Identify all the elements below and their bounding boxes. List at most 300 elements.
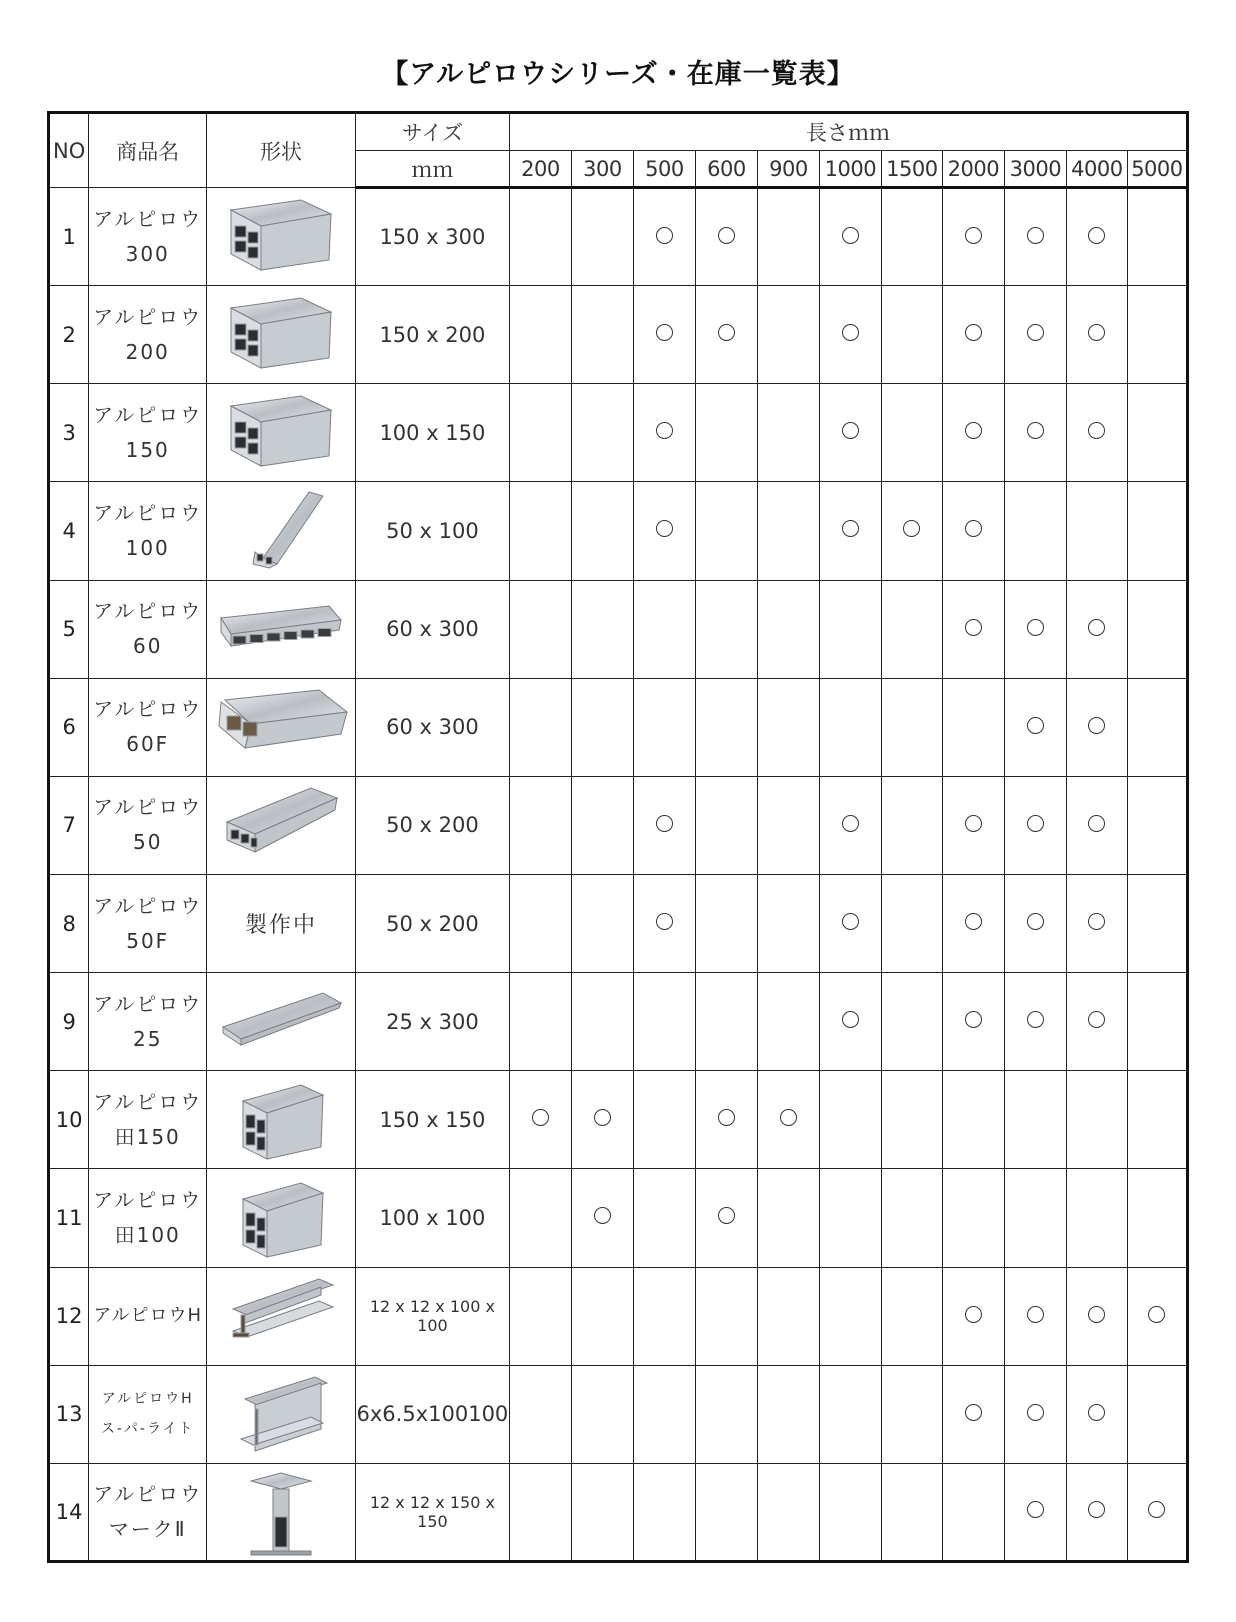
stock-cell-3000 (1004, 1169, 1066, 1267)
header-no: NO (49, 113, 89, 188)
product-name-line1: アルピロウ (93, 697, 203, 722)
in-stock-mark (842, 815, 859, 832)
product-name-line2: 50 (132, 830, 163, 855)
in-stock-mark (965, 1011, 982, 1028)
stock-cell-2000 (942, 1365, 1004, 1463)
in-stock-mark (718, 227, 735, 244)
product-shape (207, 286, 356, 384)
stock-cell-1500 (881, 1365, 942, 1463)
stock-cell-500 (633, 1463, 695, 1561)
stock-cell-2000 (942, 1267, 1004, 1365)
stock-cell-900 (757, 384, 819, 482)
product-name-line1: アルピロウH (93, 1305, 203, 1327)
product-name-line2: 60 (132, 634, 163, 659)
stock-cell-1000 (819, 973, 881, 1071)
stock-cell-5000 (1127, 973, 1187, 1071)
stock-cell-600 (695, 1071, 757, 1169)
stock-cell-200 (509, 678, 571, 776)
in-stock-mark (965, 619, 982, 636)
stock-cell-1500 (881, 482, 942, 580)
stock-cell-2000 (942, 874, 1004, 972)
stock-cell-2000 (942, 776, 1004, 874)
stock-cell-600 (695, 580, 757, 678)
in-stock-mark (965, 324, 982, 341)
in-stock-mark (656, 815, 673, 832)
stock-cell-5000 (1127, 776, 1187, 874)
stock-cell-5000 (1127, 1463, 1187, 1561)
stock-cell-3000 (1004, 1463, 1066, 1561)
in-stock-mark (965, 913, 982, 930)
table-row (49, 1071, 1188, 1169)
stock-cell-5000 (1127, 384, 1187, 482)
product-name-line1: アルピロウH (101, 1391, 194, 1408)
in-stock-mark (965, 520, 982, 537)
stock-cell-2000 (942, 188, 1004, 286)
in-stock-mark (965, 422, 982, 439)
row-no: 3 (49, 384, 89, 482)
product-name (89, 1267, 207, 1365)
in-stock-mark (842, 324, 859, 341)
product-shape (207, 1365, 356, 1463)
product-shape (207, 1463, 356, 1561)
in-stock-mark (842, 1011, 859, 1028)
product-name (89, 1169, 207, 1267)
stock-cell-3000 (1004, 874, 1066, 972)
h-beam-profile-icon (211, 1271, 351, 1361)
stock-cell-600 (695, 384, 757, 482)
stock-cell-300 (571, 1365, 633, 1463)
table-row (49, 973, 1188, 1071)
product-shape (207, 776, 356, 874)
header-name: 商品名 (89, 113, 207, 188)
in-stock-mark (1088, 1501, 1105, 1518)
in-stock-mark (1148, 1306, 1165, 1323)
flanged-flat-profile-icon (211, 682, 351, 772)
stock-cell-500 (633, 1071, 695, 1169)
stock-cell-500 (633, 482, 695, 580)
in-stock-mark (1027, 324, 1044, 341)
in-stock-mark (1088, 324, 1105, 341)
stock-cell-2000 (942, 286, 1004, 384)
product-size: 50 x 200 (355, 874, 509, 972)
h-beam-mark2-profile-icon (211, 1467, 351, 1557)
product-shape (207, 482, 356, 580)
stock-cell-2000 (942, 678, 1004, 776)
stock-cell-1500 (881, 973, 942, 1071)
stock-cell-3000 (1004, 384, 1066, 482)
row-no: 10 (49, 1071, 89, 1169)
stock-cell-4000 (1066, 1169, 1127, 1267)
stock-cell-1000 (819, 188, 881, 286)
stock-cell-200 (509, 1169, 571, 1267)
row-no: 7 (49, 776, 89, 874)
stock-cell-1000 (819, 776, 881, 874)
in-stock-mark (1088, 1404, 1105, 1421)
stock-cell-300 (571, 482, 633, 580)
stock-cell-600 (695, 776, 757, 874)
product-name (89, 1071, 207, 1169)
stock-cell-5000 (1127, 1267, 1187, 1365)
stock-cell-2000 (942, 973, 1004, 1071)
stock-cell-3000 (1004, 580, 1066, 678)
stock-cell-600 (695, 1365, 757, 1463)
stock-cell-200 (509, 1365, 571, 1463)
product-name-line1: アルピロウ (93, 402, 203, 427)
stock-cell-2000 (942, 1169, 1004, 1267)
stock-cell-500 (633, 188, 695, 286)
stock-cell-900 (757, 482, 819, 580)
stock-cell-300 (571, 1169, 633, 1267)
stock-cell-900 (757, 1267, 819, 1365)
stock-cell-200 (509, 188, 571, 286)
stock-cell-200 (509, 482, 571, 580)
in-stock-mark (718, 1109, 735, 1126)
row-no: 6 (49, 678, 89, 776)
stock-cell-200 (509, 874, 571, 972)
in-stock-mark (1027, 227, 1044, 244)
row-no: 12 (49, 1267, 89, 1365)
header-length-200: 200 (509, 151, 571, 188)
product-size: 60 x 300 (355, 580, 509, 678)
stock-cell-300 (571, 1267, 633, 1365)
row-no: 8 (49, 874, 89, 972)
product-name-line2: 田100 (114, 1222, 181, 1247)
product-shape (207, 580, 356, 678)
in-stock-mark (1027, 1501, 1044, 1518)
stock-cell-5000 (1127, 1071, 1187, 1169)
product-size: 150 x 300 (355, 188, 509, 286)
row-no: 2 (49, 286, 89, 384)
product-name-line1: アルピロウ (93, 304, 203, 329)
product-size: 12 x 12 x 100 x 100 (355, 1267, 509, 1365)
table-row (49, 580, 1188, 678)
table-row (49, 874, 1188, 972)
stock-cell-1000 (819, 678, 881, 776)
product-size: 50 x 200 (355, 776, 509, 874)
table-row (49, 286, 1188, 384)
in-stock-mark (903, 520, 920, 537)
stock-cell-1500 (881, 286, 942, 384)
product-name-line2: 25 (132, 1026, 163, 1051)
rectangular-4-cell-profile-icon (211, 388, 351, 478)
product-shape (207, 384, 356, 482)
in-stock-mark (1088, 1011, 1105, 1028)
product-name (89, 1463, 207, 1561)
stock-cell-300 (571, 188, 633, 286)
stock-cell-600 (695, 874, 757, 972)
header-length-300: 300 (571, 151, 633, 188)
stock-cell-900 (757, 1365, 819, 1463)
table-header (49, 113, 1188, 188)
in-stock-mark (594, 1109, 611, 1126)
product-shape: 製作中 (207, 874, 356, 972)
in-stock-mark (1027, 717, 1044, 734)
rectangular-2-cell-profile-icon (211, 486, 351, 576)
stock-cell-1000 (819, 1463, 881, 1561)
rectangular-4-cell-profile-icon (211, 290, 351, 380)
stock-cell-5000 (1127, 678, 1187, 776)
stock-cell-500 (633, 384, 695, 482)
stock-cell-200 (509, 1267, 571, 1365)
stock-cell-200 (509, 776, 571, 874)
stock-cell-900 (757, 1071, 819, 1169)
product-shape (207, 973, 356, 1071)
inventory-table (47, 111, 1189, 1563)
product-size: 150 x 150 (355, 1071, 509, 1169)
stock-cell-900 (757, 1169, 819, 1267)
stock-cell-900 (757, 1463, 819, 1561)
stock-cell-3000 (1004, 188, 1066, 286)
stock-cell-600 (695, 286, 757, 384)
square-4-cell-profile-icon (211, 1173, 351, 1263)
in-stock-mark (965, 815, 982, 832)
in-stock-mark (1088, 717, 1105, 734)
product-size: 6x6.5x100100 (355, 1365, 509, 1463)
header-length-900: 900 (757, 151, 819, 188)
product-name (89, 776, 207, 874)
stock-cell-300 (571, 874, 633, 972)
stock-cell-2000 (942, 384, 1004, 482)
stock-cell-1500 (881, 384, 942, 482)
in-stock-mark (1027, 1306, 1044, 1323)
stock-cell-1500 (881, 1267, 942, 1365)
in-stock-mark (842, 422, 859, 439)
product-name-line2: 田150 (114, 1124, 181, 1149)
in-stock-mark (1027, 913, 1044, 930)
stock-cell-900 (757, 188, 819, 286)
product-name (89, 580, 207, 678)
in-stock-mark (656, 913, 673, 930)
table-row (49, 188, 1188, 286)
flat-multi-cell-profile-icon (211, 584, 351, 674)
stock-cell-1500 (881, 1071, 942, 1169)
in-stock-mark (656, 324, 673, 341)
stock-cell-300 (571, 286, 633, 384)
product-name (89, 874, 207, 972)
stock-cell-1500 (881, 874, 942, 972)
stock-cell-4000 (1066, 1365, 1127, 1463)
product-shape (207, 1169, 356, 1267)
stock-cell-500 (633, 1169, 695, 1267)
stock-cell-300 (571, 1463, 633, 1561)
header-length-3000: 3000 (1004, 151, 1066, 188)
row-no: 4 (49, 482, 89, 580)
product-name-line1: アルピロウ (93, 1481, 203, 1506)
stock-cell-300 (571, 1071, 633, 1169)
page-title: 【アルピロウシリーズ・在庫一覧表】 (381, 59, 855, 90)
stock-cell-1000 (819, 1071, 881, 1169)
stock-cell-4000 (1066, 678, 1127, 776)
stock-cell-5000 (1127, 580, 1187, 678)
product-name-line2: 300 (125, 241, 170, 266)
product-name-line1: アルピロウ (93, 893, 203, 918)
product-name (89, 384, 207, 482)
stock-cell-4000 (1066, 384, 1127, 482)
row-no: 11 (49, 1169, 89, 1267)
stock-cell-4000 (1066, 188, 1127, 286)
product-shape (207, 1267, 356, 1365)
in-stock-mark (718, 324, 735, 341)
table-row (49, 1365, 1188, 1463)
stock-cell-600 (695, 1267, 757, 1365)
stock-cell-200 (509, 286, 571, 384)
product-name (89, 482, 207, 580)
product-shape (207, 188, 356, 286)
product-name (89, 188, 207, 286)
product-name (89, 678, 207, 776)
product-size: 25 x 300 (355, 973, 509, 1071)
in-stock-mark (1088, 1306, 1105, 1323)
row-no: 5 (49, 580, 89, 678)
stock-cell-1500 (881, 1169, 942, 1267)
stock-cell-200 (509, 1463, 571, 1561)
stock-cell-4000 (1066, 973, 1127, 1071)
stock-cell-500 (633, 1365, 695, 1463)
stock-cell-4000 (1066, 482, 1127, 580)
product-name-line1: アルピロウ (93, 599, 203, 624)
table-row (49, 482, 1188, 580)
in-stock-mark (1027, 815, 1044, 832)
product-size: 12 x 12 x 150 x 150 (355, 1463, 509, 1561)
stock-cell-600 (695, 973, 757, 1071)
row-no: 13 (49, 1365, 89, 1463)
stock-cell-1500 (881, 188, 942, 286)
header-length-4000: 4000 (1066, 151, 1127, 188)
product-name-line2: 60F (126, 732, 170, 757)
in-stock-mark (1088, 913, 1105, 930)
table-row (49, 1463, 1188, 1561)
stock-cell-500 (633, 286, 695, 384)
product-name-line1: アルピロウ (93, 795, 203, 820)
header-length-5000: 5000 (1127, 151, 1187, 188)
stock-cell-1000 (819, 1169, 881, 1267)
stock-cell-600 (695, 1463, 757, 1561)
header-length: 長さｍｍ (509, 113, 1187, 151)
in-stock-mark (780, 1109, 797, 1126)
in-stock-mark (842, 520, 859, 537)
stock-cell-5000 (1127, 482, 1187, 580)
stock-cell-600 (695, 678, 757, 776)
stock-cell-5000 (1127, 1365, 1187, 1463)
product-size: 100 x 150 (355, 384, 509, 482)
stock-cell-4000 (1066, 1463, 1127, 1561)
in-stock-mark (1088, 227, 1105, 244)
stock-cell-200 (509, 384, 571, 482)
table-row (49, 678, 1188, 776)
stock-cell-3000 (1004, 776, 1066, 874)
stock-cell-5000 (1127, 188, 1187, 286)
flat-4-cell-profile-icon (211, 780, 351, 870)
stock-cell-3000 (1004, 1267, 1066, 1365)
in-stock-mark (656, 422, 673, 439)
product-name (89, 973, 207, 1071)
header-size-top: サイズ (355, 113, 509, 151)
stock-cell-4000 (1066, 1267, 1127, 1365)
stock-cell-900 (757, 776, 819, 874)
stock-cell-1500 (881, 776, 942, 874)
in-stock-mark (1148, 1501, 1165, 1518)
product-name-line2: 200 (125, 339, 170, 364)
product-name-line1: アルピロウ (93, 206, 203, 231)
in-stock-mark (594, 1207, 611, 1224)
table-row (49, 1267, 1188, 1365)
product-name-line1: アルピロウ (93, 500, 203, 525)
in-stock-mark (965, 1404, 982, 1421)
stock-cell-300 (571, 580, 633, 678)
header-length-1500: 1500 (881, 151, 942, 188)
stock-cell-500 (633, 1267, 695, 1365)
stock-cell-200 (509, 973, 571, 1071)
stock-cell-1000 (819, 1365, 881, 1463)
stock-cell-300 (571, 678, 633, 776)
product-name-line1: アルピロウ (93, 1089, 203, 1114)
stock-cell-900 (757, 286, 819, 384)
stock-cell-2000 (942, 482, 1004, 580)
stock-cell-2000 (942, 1071, 1004, 1169)
stock-cell-500 (633, 776, 695, 874)
h-beam-light-profile-icon (211, 1369, 351, 1459)
table-row (49, 776, 1188, 874)
table-row (49, 384, 1188, 482)
stock-cell-600 (695, 482, 757, 580)
stock-cell-1500 (881, 1463, 942, 1561)
header-shape: 形状 (207, 113, 356, 188)
stock-cell-200 (509, 580, 571, 678)
stock-cell-1500 (881, 678, 942, 776)
product-size: 60 x 300 (355, 678, 509, 776)
stock-cell-5000 (1127, 1169, 1187, 1267)
header-length-1000: 1000 (819, 151, 881, 188)
in-stock-mark (965, 1306, 982, 1323)
stock-cell-4000 (1066, 580, 1127, 678)
stock-cell-600 (695, 188, 757, 286)
header-length-2000: 2000 (942, 151, 1004, 188)
product-name-line2: 150 (125, 437, 170, 462)
stock-cell-1000 (819, 384, 881, 482)
stock-cell-600 (695, 1169, 757, 1267)
in-stock-mark (1027, 1404, 1044, 1421)
stock-cell-3000 (1004, 973, 1066, 1071)
stock-cell-4000 (1066, 776, 1127, 874)
stock-cell-900 (757, 973, 819, 1071)
stock-cell-1000 (819, 286, 881, 384)
product-size: 50 x 100 (355, 482, 509, 580)
stock-cell-3000 (1004, 678, 1066, 776)
stock-cell-300 (571, 384, 633, 482)
in-stock-mark (1088, 619, 1105, 636)
stock-cell-3000 (1004, 1365, 1066, 1463)
stock-cell-1500 (881, 580, 942, 678)
table-body (49, 188, 1188, 1562)
in-stock-mark (842, 913, 859, 930)
stock-cell-2000 (942, 580, 1004, 678)
in-stock-mark (1088, 422, 1105, 439)
product-name-line2: 50F (126, 928, 170, 953)
in-stock-mark (656, 520, 673, 537)
rectangular-4-cell-profile-icon (211, 192, 351, 282)
stock-cell-5000 (1127, 874, 1187, 972)
product-name-line2: ス-パ-ライト (100, 1421, 195, 1438)
in-stock-mark (718, 1207, 735, 1224)
stock-cell-300 (571, 776, 633, 874)
in-stock-mark (1027, 619, 1044, 636)
product-size: 150 x 200 (355, 286, 509, 384)
header-size-unit: ｍｍ (355, 151, 509, 188)
stock-cell-5000 (1127, 286, 1187, 384)
product-size: 100 x 100 (355, 1169, 509, 1267)
product-name (89, 1365, 207, 1463)
table-row (49, 1169, 1188, 1267)
